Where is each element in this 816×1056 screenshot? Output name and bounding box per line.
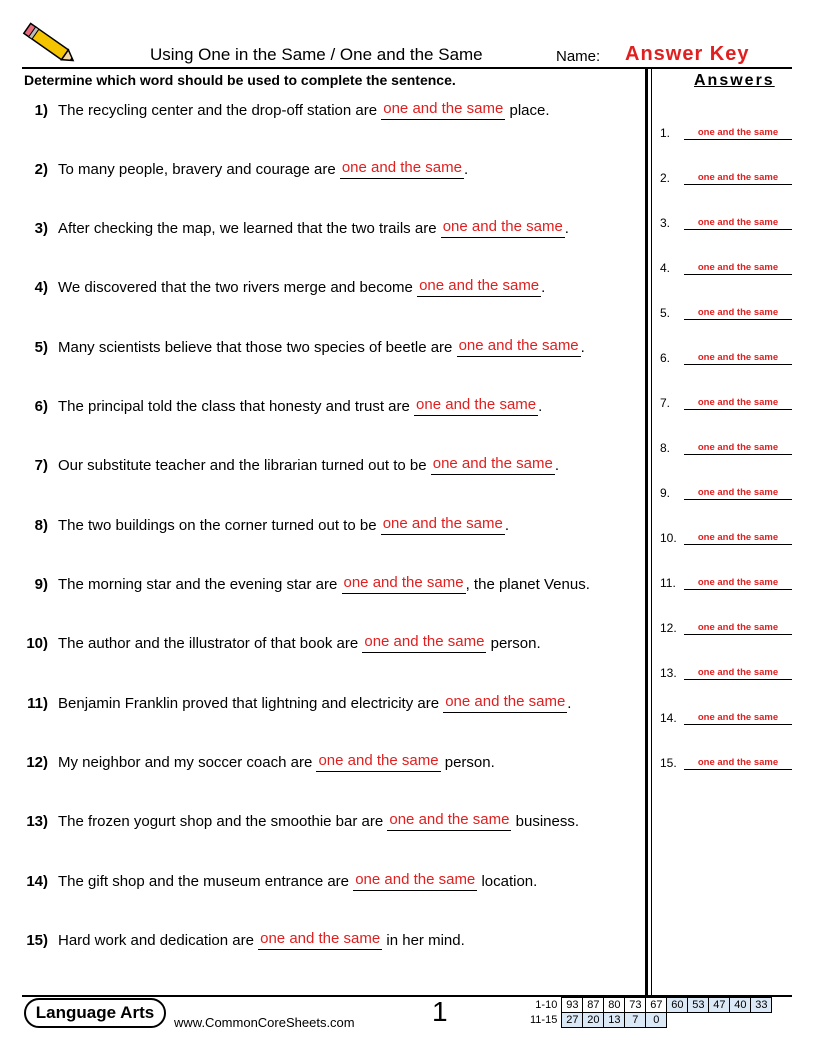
question-text-end: . [463, 160, 469, 178]
question-text: The recycling center and the drop-off station are [58, 101, 382, 119]
answer-item [660, 525, 792, 545]
question-item [0, 691, 571, 715]
question-text: To many people, bravery and courage are [58, 160, 340, 178]
answer-number: 2. [660, 171, 671, 185]
question-number: 7) [34, 456, 48, 474]
question-text-end: . [554, 456, 559, 474]
page-number: 1 [432, 996, 448, 1027]
question-answer: one and the same [353, 871, 477, 891]
answer-line: one and the same [684, 442, 792, 455]
question-text: The morning star and the evening star are [58, 575, 342, 593]
score-cell: 80 [604, 998, 625, 1013]
answer-line: one and the same [684, 397, 792, 410]
question-item [0, 631, 541, 655]
answer-line: one and the same [684, 487, 792, 500]
question-text-end: person. [486, 634, 541, 652]
answer-key-label: Answer Key [625, 43, 750, 65]
question-answer: one and the same [414, 396, 538, 416]
column-divider-thin [651, 69, 652, 996]
answer-item [660, 255, 792, 275]
question-text: Many scientists believe that those two species of beetle are [58, 338, 457, 356]
answer-item [660, 750, 792, 770]
question-answer: one and the same [342, 574, 466, 594]
question-number: 11) [27, 694, 48, 712]
question-answer: one and the same [431, 455, 555, 475]
score-cell: 87 [583, 998, 604, 1013]
question-number: 14) [26, 872, 48, 890]
answer-item [660, 210, 792, 230]
question-text-end: . [538, 397, 543, 415]
answer-line: one and the same [684, 262, 792, 275]
answer-item [660, 165, 792, 185]
question-text-end: . [564, 219, 569, 237]
question-number: 1) [34, 101, 48, 119]
question-text-end: business. [511, 812, 580, 830]
question-text-end: . [567, 694, 572, 712]
question-item [0, 750, 495, 774]
answer-item [660, 570, 792, 590]
question-number: 12) [26, 753, 48, 771]
question-text: Hard work and dedication are [58, 931, 259, 949]
question-number: 2) [34, 160, 48, 178]
answer-line: one and the same [684, 712, 792, 725]
answer-item [660, 705, 792, 725]
question-answer: one and the same [340, 159, 464, 179]
score-cell: 47 [709, 998, 730, 1013]
name-label: Name: [556, 48, 601, 65]
question-number: 10) [26, 634, 48, 652]
question-item [0, 572, 590, 596]
header-divider [22, 67, 792, 69]
answer-number: 4. [660, 261, 671, 275]
question-text-end: place. [505, 101, 550, 119]
pencil-icon [22, 22, 80, 68]
answer-line: one and the same [684, 352, 792, 365]
answer-line: one and the same [684, 307, 792, 320]
question-item [0, 335, 585, 359]
score-cell: 0 [646, 1013, 667, 1028]
answer-number: 10. [660, 531, 677, 545]
answer-number: 11. [660, 576, 676, 590]
question-answer: one and the same [381, 100, 505, 120]
score-row [528, 1013, 772, 1028]
score-cell: 67 [646, 998, 667, 1013]
question-item [0, 394, 542, 418]
answer-number: 15. [660, 756, 677, 770]
language-arts-logo: Language Arts [24, 998, 166, 1028]
question-item [0, 928, 465, 952]
question-text-end: location. [477, 872, 538, 890]
answers-heading: Answers [694, 72, 775, 89]
question-text: The frozen yogurt shop and the smoothie bar are [58, 812, 388, 830]
answer-number: 8. [660, 441, 671, 455]
question-text-end: in her mind. [382, 931, 465, 949]
question-number: 5) [34, 338, 48, 356]
answer-number: 1. [660, 126, 671, 140]
question-text-end: person. [440, 753, 495, 771]
score-cell: 60 [667, 998, 688, 1013]
answer-number: 12. [660, 621, 677, 635]
question-text: Our substitute teacher and the librarian turned out to be [58, 456, 431, 474]
score-cell: 40 [730, 998, 751, 1013]
question-item [0, 157, 468, 181]
answer-line: one and the same [684, 622, 792, 635]
answer-item [660, 300, 792, 320]
column-divider [645, 69, 648, 996]
answer-line: one and the same [684, 757, 792, 770]
score-cell: 73 [625, 998, 646, 1013]
question-answer: one and the same [457, 337, 581, 357]
score-cell: 53 [688, 998, 709, 1013]
question-number: 9) [34, 575, 48, 593]
answer-line: one and the same [684, 667, 792, 680]
answer-number: 14. [660, 711, 677, 725]
answer-line: one and the same [684, 127, 792, 140]
question-text: The author and the illustrator of that book are [58, 634, 363, 652]
answer-item [660, 435, 792, 455]
answer-line: one and the same [684, 577, 792, 590]
answer-item [660, 660, 792, 680]
question-answer: one and the same [362, 633, 486, 653]
question-text: The two buildings on the corner turned out to be [58, 516, 381, 534]
answer-line: one and the same [684, 532, 792, 545]
question-answer: one and the same [316, 752, 440, 772]
question-item [0, 98, 550, 122]
question-text: My neighbor and my soccer coach are [58, 753, 317, 771]
question-text: The principal told the class that honesty and trust are [58, 397, 415, 415]
score-row [528, 998, 772, 1013]
question-text: The gift shop and the museum entrance are [58, 872, 354, 890]
question-number: 3) [34, 219, 48, 237]
score-row-label: 1-10 [535, 999, 558, 1011]
question-number: 4) [34, 278, 48, 296]
question-number: 13) [26, 812, 48, 830]
question-text-end: , the planet Venus. [465, 575, 590, 593]
question-answer: one and the same [417, 277, 541, 297]
question-number: 8) [34, 516, 48, 534]
question-item [0, 275, 545, 299]
question-answer: one and the same [443, 693, 567, 713]
question-text-end: . [504, 516, 509, 534]
page-title: Using One in the Same / One and the Same [150, 45, 483, 64]
answer-line: one and the same [684, 172, 792, 185]
answer-item [660, 345, 792, 365]
question-number: 6) [34, 397, 48, 415]
answer-item [660, 615, 792, 635]
question-item [0, 513, 509, 537]
answer-item [660, 390, 792, 410]
score-cell: 93 [562, 998, 583, 1013]
question-text-end: . [541, 278, 546, 296]
score-table [528, 997, 772, 1028]
answer-number: 5. [660, 306, 671, 320]
question-text: After checking the map, we learned that the two trails are [58, 219, 441, 237]
answer-item [660, 120, 792, 140]
question-answer: one and the same [381, 515, 505, 535]
score-row-label: 11-15 [530, 1014, 558, 1026]
question-text-end: . [580, 338, 585, 356]
question-answer: one and the same [441, 218, 565, 238]
answer-number: 7. [660, 396, 671, 410]
answer-line: one and the same [684, 217, 792, 230]
score-cell: 13 [604, 1013, 625, 1028]
answer-number: 3. [660, 216, 671, 230]
question-item [0, 216, 569, 240]
answer-number: 13. [660, 666, 677, 680]
score-cell: 33 [751, 998, 772, 1013]
question-item [0, 453, 559, 477]
question-answer: one and the same [258, 930, 382, 950]
answer-number: 6. [660, 351, 671, 365]
score-cell: 7 [625, 1013, 646, 1028]
question-item [0, 809, 579, 833]
question-item [0, 869, 537, 893]
answer-number: 9. [660, 486, 671, 500]
website-link[interactable]: www.CommonCoreSheets.com [174, 1015, 355, 1030]
question-answer: one and the same [387, 811, 511, 831]
answer-item [660, 480, 792, 500]
score-cell: 27 [562, 1013, 583, 1028]
question-text: Benjamin Franklin proved that lightning and electricity are [58, 694, 444, 712]
score-cell: 20 [583, 1013, 604, 1028]
question-text: We discovered that the two rivers merge and become [58, 278, 418, 296]
instructions: Determine which word should be used to complete the sentence. [24, 72, 456, 88]
question-number: 15) [26, 931, 48, 949]
